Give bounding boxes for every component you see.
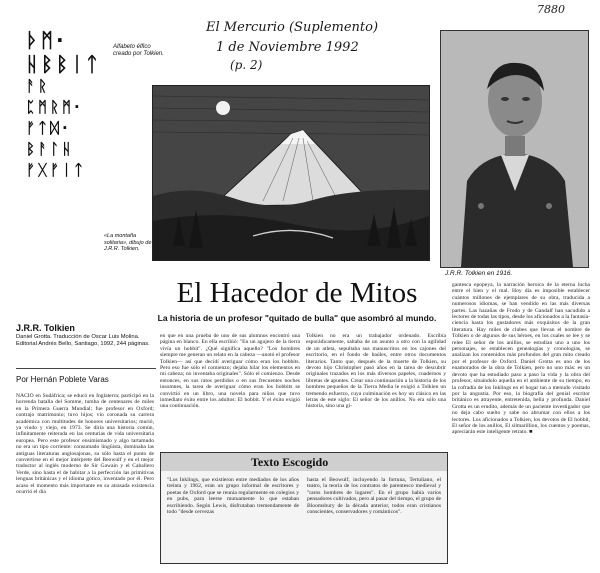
rune-line-6: ᛒᚨᛚᚺ [26,140,75,158]
moon-shape [216,101,230,115]
alphabet-caption: Alfabeto élfico creado por Tolkien. [113,44,164,57]
rune-line-7: ᚠᚷᚠᛁᛏ [26,161,87,179]
tolkien-portrait [441,31,588,267]
archive-number: 7880 [537,3,565,16]
divider-line [16,368,156,369]
subheadline: La historia de un profesor "quitado de bulla" que asombró al mundo. [157,313,437,323]
mountain-illustration [152,85,430,261]
mountain-caption: «La montaña solitaria», dibujo de J.R.R. Tolkien. [104,233,152,252]
rune-line-5: ᚠᛏᛞ· [26,119,71,137]
box-column-1: "Los Inklings, que existieron entre mediados de los años treinta y 1962, eran un grupo informal de escritores y poetas de Oxford que se reunía regularmente en colegios y en pubs, para leerse mutuamente lo que estaban escribiendo. Según Lewis, disfrutaban tremendamente de todo "desde cervezas [167,477,299,516]
portrait-photo [440,30,589,268]
rune-line-3: ᚨᚱ [26,77,51,95]
elvish-alphabet [26,28,116,181]
box-column-2: hasta el Beowulf, incluyendo la fortuna, Tertuliano, el teatro, la teoría de los contratos de parentesco medieval y "raros hombres de lugares". En el grupo había varios pensadores cultivados, pero al pasar del tiempo, el grupo de Bloomsbury de la década anterior, todos eran cristianos conscientes, conservadores y románticos". [307,477,441,516]
handwritten-date: 1 de Noviembre 1992 [216,40,359,55]
byline: Por Hernán Poblete Varas [16,375,109,384]
article-column-2: en que en una prueba de uno de sus alumnos encontró una página en blanco. En ella escribió: "En un agujero de la tierra vivía un hobbit". ¿Qué significa aquello? "Los hombres siempre me generan un relato en la cabeza —anotó el profesor Tolkien— así que decidí averiguar cómo eran los hobbits. Pero eso fue sólo el comienzo; dejaba hilar los elementos en mi cabeza; no inventaba originales". Sólo el comienzo. Desde entonces, en sus ratos perdidos o en sus frecuentes noches insomnes, la tarea de averiguar cómo eran los hobbits se convirtió en un libro, una novela para niños que tuvo inmediato éxito entre los adultos: El hobbit. Y el éxito exigió una continuación. [160,333,300,410]
mountain-drawing [153,86,429,260]
handwritten-source: El Mercurio (Suplemento) [206,20,379,35]
rune-line-1: ᚦᛗ· [26,28,67,52]
headline: El Hacedor de Mitos [176,277,418,309]
rune-line-2: ᚺᛒᛒᛁᛏ [26,52,101,76]
handwritten-page: (p. 2) [230,58,263,72]
article-column-3: Tolkien no era un trabajador ordenado. Escribía esporádicamente, saltaba de un asunto a otro con la agilidad de un atleta, sepultaba sus manuscritos en los cajones del escritorio, en el fondo de baúles, entre otros documentos literarios. Tanto que, después de la muerte de Tolkien, su devoto hijo Christopher pasó años en la tarea de descubrir originales trazados en los más diversos papeles, cuadernos y libretas de apuntes. Crear una continuación a la historia de los hombres pequeños de la Tierra Media le exigió a Tolkien un tremendo esfuerzo, cuya culminación es hoy un clásico en las letras de este siglo: El señor de los anillos. No era sólo una historia, sino una gi- [306,333,446,410]
portrait-caption: J.R.R. Tolkien en 1916. [445,270,513,277]
box-title: Texto Escogido [251,455,329,469]
selected-text-box [160,452,448,564]
box-title-band [161,453,447,471]
article-column-1: NACIÓ en Sudáfrica; se educó en Inglaterra; participó en la horrenda batalla del Somme, tumba de centenares de miles en la Primera Guerra Mundial; fue profesor en Oxford; contrajo matrimonio; tuvo hijos; vio coronada su carrera académica con multitudes de honores universitarios; murió, ya viudo y viejo, en 1973. Se diría una historia común, infinitamente reiterada en las centurias de vida universitaria europea. Pero este profesor ensimismado y algo tartamudo no era un tipo corriente: consumado lingüista, dominaba las antiguas literaturas anglosajonas, su sólo hasta el punto de convertirse en el mejor intérprete del Beowulf y en el mejor traductor al inglés moderno de Sir Gawain y el Caballero Verde, sino hasta el de habitar a la perfección las primitivas lenguas británicas y el idioma gótico, inventado por él. Pero acaso el momento más importante en su atrasada existencia ocurrió el día [16,393,154,496]
book-title: J.R.R. Tolkien [16,323,75,333]
article-column-4: gantesca epopeya, la narración heroica de la eterna lucha entre el bien y el mal. Hoy día es imposible establecer cuántos millones de ejemplares de su obra, traducida a numerosos idiomas, se han vendido en las más diversas partes. Las hazañas de Frodo y de Gandalf han sacudido a lectores de todas las tipos, desde los aficionados a la fantasía-ciencia hasta los gustadores más exquisitos de la gran literatura. Hay miles de clubes que llevan el nombre de Tolkien o de algunos de sus héroes, en los cuales se lee y se relee El señor de los anillos, se estudian uno a uno los personajes, se establecen genealogías y cronologías, se analizan los contenidos más profundos del gran mito creado por el profesor de Oxford. Daniel Grotta es uno de los enamorados de la obra de Tolkien, pero no uno más: es un devoto que ha estudiado paso a paso la vida y la obra del profesor, situándolo aquella en el ambiente de su tiempo, en la cofradía de los Inklings en el hogar tan a menudo visitado por la angustia. Por eso, la biografía del genial escritor británico es atrayente, entretenida, bella y profunda. Daniel Grotta es un erudito, además de un paciente investigador que no deja cabo suelto y sabe no abrumar con ellos a los lectores. Los aficionados a Tolkien, los devotos de El hobbit, El señor de los anillos, El silmarillion, los cuentos y poemas, apreciarán este inteligente retrato. ■ [452,282,590,436]
rune-line-4: ᛈᛗᚱᛗ· [26,98,83,116]
book-details: Daniel Grotta. Traducción de Oscar Luis Molina. Editorial Andrés Bello, Santiago, 1992, 244 páginas. [16,334,150,347]
